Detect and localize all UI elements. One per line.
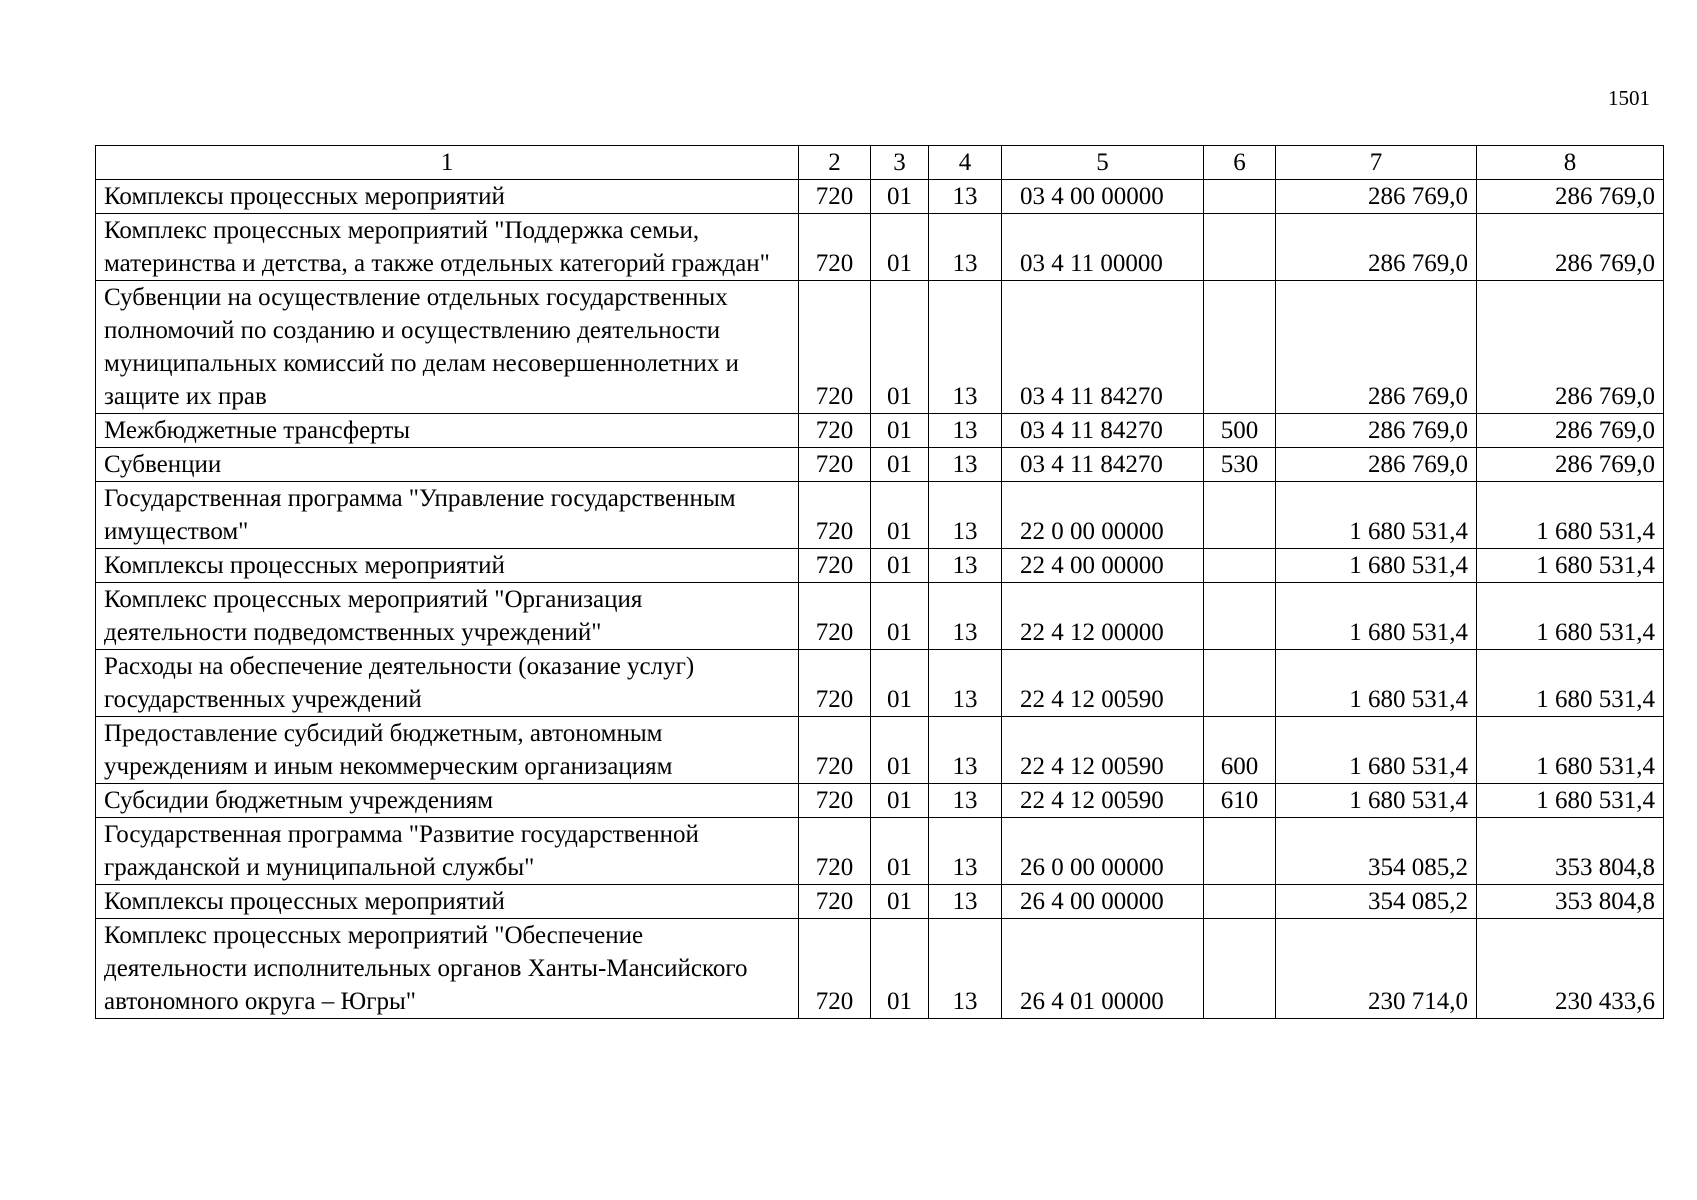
cell-expense-type: 500	[1204, 414, 1276, 448]
cell-name: Государственная программа "Развитие государственной гражданской и муниципальной службы"	[96, 818, 799, 885]
cell-ministry-code: 720	[799, 583, 871, 650]
table-row	[96, 818, 1664, 885]
cell-amount-2: 286 769,0	[1477, 180, 1664, 214]
header-cell: 8	[1477, 146, 1664, 180]
header-cell: 1	[96, 146, 799, 180]
cell-subsection: 13	[929, 784, 1002, 818]
cell-subsection: 13	[929, 180, 1002, 214]
cell-ministry-code: 720	[799, 784, 871, 818]
cell-name: Комплекс процессных мероприятий "Обеспечение деятельности исполнительных органов Ханты-Мансийского автономного округа – Югры"	[96, 919, 799, 1019]
cell-section: 01	[871, 549, 929, 583]
cell-name: Предоставление субсидий бюджетным, автономным учреждениям и иным некоммерческим организациям	[96, 717, 799, 784]
cell-subsection: 13	[929, 482, 1002, 549]
cell-name: Субвенции	[96, 448, 799, 482]
cell-amount-1: 1 680 531,4	[1276, 482, 1477, 549]
table-row	[96, 180, 1664, 214]
cell-ministry-code: 720	[799, 818, 871, 885]
cell-ministry-code: 720	[799, 482, 871, 549]
table-row	[96, 583, 1664, 650]
cell-name: Расходы на обеспечение деятельности (оказание услуг) государственных учреждений	[96, 650, 799, 717]
cell-amount-2: 1 680 531,4	[1477, 717, 1664, 784]
header-cell: 5	[1002, 146, 1204, 180]
cell-amount-1: 286 769,0	[1276, 214, 1477, 281]
cell-subsection: 13	[929, 414, 1002, 448]
cell-amount-1: 286 769,0	[1276, 414, 1477, 448]
cell-subsection: 13	[929, 281, 1002, 414]
table-row	[96, 784, 1664, 818]
header-cell: 7	[1276, 146, 1477, 180]
cell-amount-2: 286 769,0	[1477, 281, 1664, 414]
cell-amount-2: 286 769,0	[1477, 448, 1664, 482]
cell-name: Комплексы процессных мероприятий	[96, 180, 799, 214]
table-row	[96, 650, 1664, 717]
table-row	[96, 214, 1664, 281]
cell-section: 01	[871, 717, 929, 784]
cell-amount-2: 1 680 531,4	[1477, 482, 1664, 549]
table-row	[96, 919, 1664, 1019]
cell-expense-type	[1204, 919, 1276, 1019]
cell-expense-type	[1204, 583, 1276, 650]
cell-section: 01	[871, 650, 929, 717]
cell-ministry-code: 720	[799, 281, 871, 414]
cell-subsection: 13	[929, 549, 1002, 583]
cell-amount-1: 286 769,0	[1276, 281, 1477, 414]
cell-ministry-code: 720	[799, 180, 871, 214]
cell-name: Межбюджетные трансферты	[96, 414, 799, 448]
cell-target-article: 22 4 00 00000	[1002, 549, 1204, 583]
table-row	[96, 549, 1664, 583]
table-row	[96, 482, 1664, 549]
budget-table	[95, 145, 1664, 1019]
cell-target-article: 22 4 12 00590	[1002, 650, 1204, 717]
cell-target-article: 26 4 01 00000	[1002, 919, 1204, 1019]
cell-subsection: 13	[929, 919, 1002, 1019]
cell-name: Комплексы процессных мероприятий	[96, 549, 799, 583]
cell-amount-1: 230 714,0	[1276, 919, 1477, 1019]
cell-subsection: 13	[929, 214, 1002, 281]
cell-amount-1: 1 680 531,4	[1276, 717, 1477, 784]
cell-section: 01	[871, 885, 929, 919]
table-row	[96, 281, 1664, 414]
cell-amount-2: 1 680 531,4	[1477, 583, 1664, 650]
cell-amount-1: 354 085,2	[1276, 818, 1477, 885]
cell-ministry-code: 720	[799, 214, 871, 281]
cell-name: Государственная программа "Управление государственным имуществом"	[96, 482, 799, 549]
cell-amount-2: 286 769,0	[1477, 214, 1664, 281]
header-cell: 6	[1204, 146, 1276, 180]
cell-amount-1: 1 680 531,4	[1276, 650, 1477, 717]
cell-subsection: 13	[929, 583, 1002, 650]
cell-amount-2: 353 804,8	[1477, 885, 1664, 919]
cell-target-article: 26 4 00 00000	[1002, 885, 1204, 919]
cell-target-article: 03 4 11 84270	[1002, 281, 1204, 414]
cell-amount-2: 1 680 531,4	[1477, 650, 1664, 717]
cell-name: Субвенции на осуществление отдельных государственных полномочий по созданию и осуществлению деятельности муниципальных комиссий по делам несовершеннолетних и защите их прав	[96, 281, 799, 414]
cell-section: 01	[871, 448, 929, 482]
cell-ministry-code: 720	[799, 448, 871, 482]
cell-section: 01	[871, 214, 929, 281]
cell-section: 01	[871, 818, 929, 885]
cell-expense-type	[1204, 818, 1276, 885]
cell-section: 01	[871, 919, 929, 1019]
cell-amount-2: 1 680 531,4	[1477, 549, 1664, 583]
cell-amount-1: 354 085,2	[1276, 885, 1477, 919]
cell-section: 01	[871, 281, 929, 414]
table-row	[96, 717, 1664, 784]
header-row	[96, 146, 1664, 180]
header-cell: 3	[871, 146, 929, 180]
cell-amount-1: 1 680 531,4	[1276, 549, 1477, 583]
cell-amount-1: 286 769,0	[1276, 448, 1477, 482]
cell-name: Комплексы процессных мероприятий	[96, 885, 799, 919]
cell-subsection: 13	[929, 717, 1002, 784]
cell-subsection: 13	[929, 818, 1002, 885]
cell-amount-2: 286 769,0	[1477, 414, 1664, 448]
cell-subsection: 13	[929, 448, 1002, 482]
cell-ministry-code: 720	[799, 885, 871, 919]
cell-subsection: 13	[929, 650, 1002, 717]
cell-expense-type	[1204, 549, 1276, 583]
cell-target-article: 03 4 11 00000	[1002, 214, 1204, 281]
cell-expense-type: 530	[1204, 448, 1276, 482]
cell-subsection: 13	[929, 885, 1002, 919]
cell-amount-2: 1 680 531,4	[1477, 784, 1664, 818]
cell-target-article: 22 4 12 00590	[1002, 717, 1204, 784]
cell-target-article: 03 4 11 84270	[1002, 448, 1204, 482]
cell-amount-2: 353 804,8	[1477, 818, 1664, 885]
cell-target-article: 22 4 12 00590	[1002, 784, 1204, 818]
page-number: 1501	[1608, 86, 1650, 110]
cell-ministry-code: 720	[799, 414, 871, 448]
cell-ministry-code: 720	[799, 919, 871, 1019]
table-row	[96, 414, 1664, 448]
cell-name: Комплекс процессных мероприятий "Организация деятельности подведомственных учреждений"	[96, 583, 799, 650]
cell-expense-type: 600	[1204, 717, 1276, 784]
header-cell: 2	[799, 146, 871, 180]
cell-target-article: 03 4 00 00000	[1002, 180, 1204, 214]
cell-section: 01	[871, 583, 929, 650]
cell-ministry-code: 720	[799, 717, 871, 784]
header-cell: 4	[929, 146, 1002, 180]
cell-amount-1: 1 680 531,4	[1276, 583, 1477, 650]
cell-section: 01	[871, 784, 929, 818]
cell-section: 01	[871, 482, 929, 549]
cell-expense-type: 610	[1204, 784, 1276, 818]
cell-amount-1: 1 680 531,4	[1276, 784, 1477, 818]
cell-section: 01	[871, 180, 929, 214]
cell-expense-type	[1204, 482, 1276, 549]
cell-expense-type	[1204, 650, 1276, 717]
cell-expense-type	[1204, 281, 1276, 414]
table-row	[96, 885, 1664, 919]
cell-expense-type	[1204, 214, 1276, 281]
cell-target-article: 26 0 00 00000	[1002, 818, 1204, 885]
cell-target-article: 22 0 00 00000	[1002, 482, 1204, 549]
cell-section: 01	[871, 414, 929, 448]
cell-amount-1: 286 769,0	[1276, 180, 1477, 214]
cell-ministry-code: 720	[799, 650, 871, 717]
cell-name: Субсидии бюджетным учреждениям	[96, 784, 799, 818]
cell-expense-type	[1204, 180, 1276, 214]
table-row	[96, 448, 1664, 482]
cell-name: Комплекс процессных мероприятий "Поддержка семьи, материнства и детства, а также отдельных категорий граждан"	[96, 214, 799, 281]
cell-amount-2: 230 433,6	[1477, 919, 1664, 1019]
cell-target-article: 03 4 11 84270	[1002, 414, 1204, 448]
cell-target-article: 22 4 12 00000	[1002, 583, 1204, 650]
cell-ministry-code: 720	[799, 549, 871, 583]
cell-expense-type	[1204, 885, 1276, 919]
